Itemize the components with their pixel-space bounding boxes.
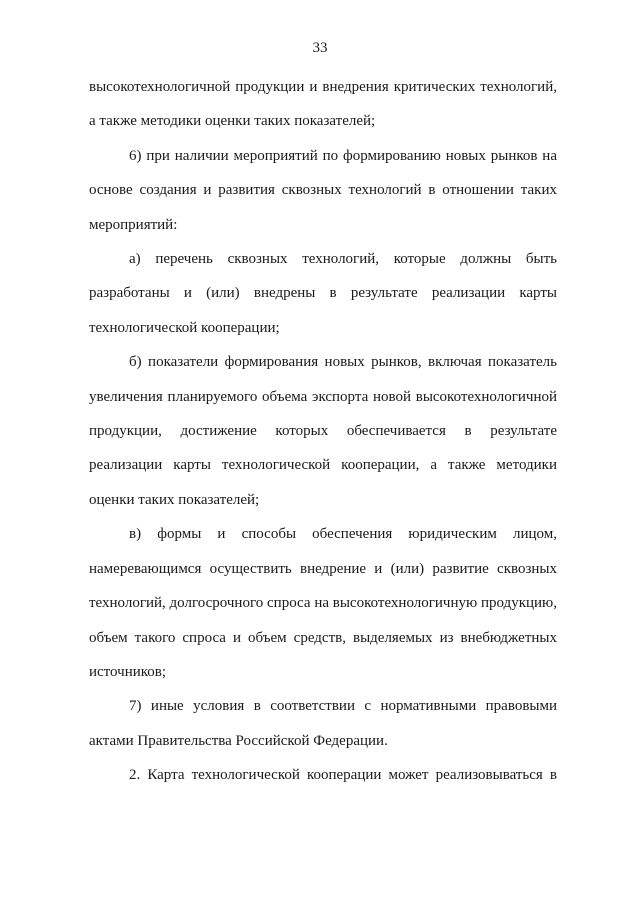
paragraph-section-2: 2. Карта технологической кооперации может реализовываться в (129, 767, 557, 784)
paragraph-item-6a: а) перечень сквозных технологий, которые должны быть разработаны и (или) внедрены в результате реализации карты технологической кооперации; (89, 251, 557, 336)
paragraph-continuation: высокотехнологичной продукции и внедрения критических технологий, а также методики оценки таких показателей; (89, 79, 557, 130)
paragraph-item-6: 6) при наличии мероприятий по формированию новых рынков на основе создания и развития сквозных технологий в отношении таких мероприятий: (89, 147, 557, 233)
page-number: 33 (312, 40, 328, 56)
paragraph-item-6b: б) показатели формирования новых рынков, включая показатель увеличения планируемого объема экспорта новой высокотехнологичной продукции, достижение которых обеспечивается в результате реализации карты технологической кооперации, а также методики оценки таких показателей; (89, 354, 557, 508)
document-body (89, 70, 557, 793)
paragraph-item-6v: в) формы и способы обеспечения юридическим лицом, намеревающимся осуществить внедрение и (или) развитие сквозных технологий, долгосрочного спроса на высокотехнологичную продукцию, объем такого спроса и объем средств, выделяемых из внебюджетных источников; (89, 526, 557, 680)
paragraph-item-7: 7) иные условия в соответствии с нормативными правовыми актами Правительства Российской Федерации. (89, 698, 557, 749)
